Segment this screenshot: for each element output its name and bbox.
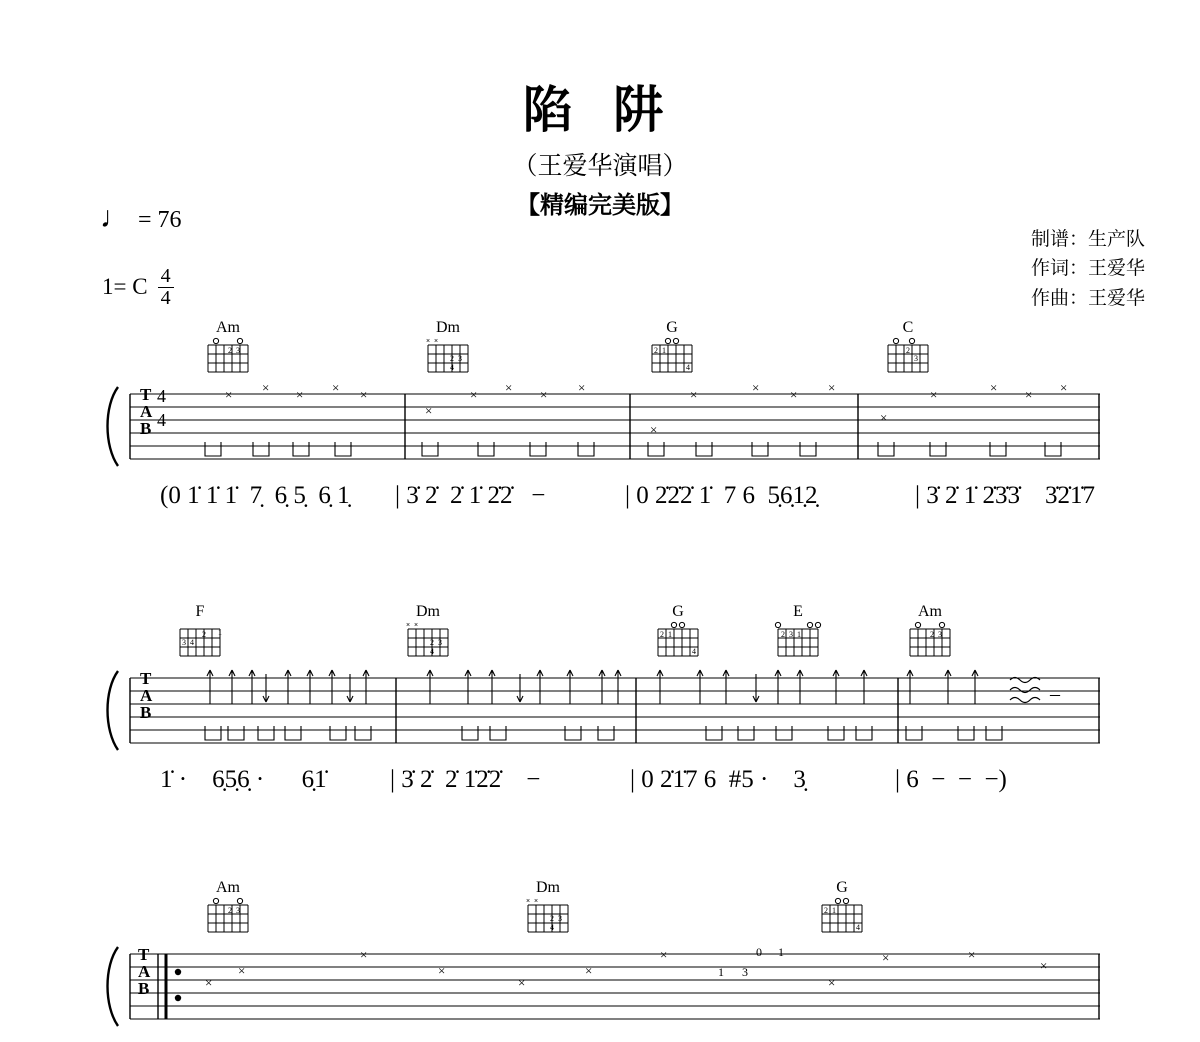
staff-system-1 — [0, 320, 1200, 552]
svg-text:3: 3 — [558, 914, 562, 923]
staff-system-2 — [0, 604, 1200, 836]
svg-text:2: 2 — [930, 630, 934, 639]
time-signature — [158, 266, 174, 309]
svg-text:3: 3 — [458, 354, 462, 363]
svg-text:×: × — [470, 387, 478, 402]
svg-text:×: × — [414, 622, 419, 629]
version-badge: 【精编完美版】 — [516, 193, 684, 219]
numeric-phrase: | 0 2̇1̇7 6 #5 · 3̣ — [630, 766, 806, 793]
svg-text:4: 4 — [450, 363, 454, 372]
chord-label: G — [836, 879, 848, 896]
svg-text:×: × — [880, 410, 888, 425]
svg-text:3: 3 — [938, 630, 942, 639]
svg-text:×: × — [790, 387, 798, 402]
chord-label: G — [672, 603, 684, 620]
svg-text:T: T — [140, 669, 152, 688]
svg-text:×: × — [505, 382, 513, 395]
credit-arranger: 制谱：生产队 — [1030, 229, 1145, 250]
svg-text:×: × — [828, 382, 836, 395]
chord-grid-icon — [422, 337, 474, 381]
svg-text:×: × — [360, 947, 368, 962]
tab-staff-svg — [0, 666, 1200, 766]
chord-diagram-g — [646, 604, 710, 665]
chord-grid-icon — [202, 897, 254, 941]
svg-text:×: × — [650, 422, 658, 437]
page-title: 陷 阱 — [522, 82, 678, 138]
tab-staff-2 — [0, 666, 1200, 766]
chord-grid-icon — [652, 621, 704, 665]
svg-text:1: 1 — [662, 346, 666, 355]
svg-text:×: × — [930, 387, 938, 402]
chord-label: Am — [216, 319, 240, 336]
svg-text:×: × — [752, 382, 760, 395]
numeric-notation-row-2 — [0, 766, 1200, 836]
svg-text:2: 2 — [654, 346, 658, 355]
chord-diagram-am — [196, 320, 260, 381]
numeric-phrase: | 3̇ 2̇ 2̇ 1̇ 2̇2̇ − — [395, 482, 546, 509]
svg-text:4: 4 — [686, 363, 690, 372]
chord-label: C — [902, 319, 914, 336]
svg-text:2: 2 — [202, 630, 206, 639]
svg-text:×: × — [438, 963, 446, 978]
svg-text:×: × — [262, 382, 270, 395]
svg-text:A: A — [138, 962, 151, 981]
tab-staff-svg — [0, 942, 1200, 1032]
svg-text:×: × — [332, 382, 340, 395]
chord-diagram-g — [810, 880, 874, 941]
svg-text:2: 2 — [228, 346, 232, 355]
chord-grid-icon — [646, 337, 698, 381]
chord-diagram-am — [898, 604, 962, 665]
chord-diagram-c — [876, 320, 940, 381]
svg-text:4: 4 — [157, 410, 166, 430]
svg-text:×: × — [434, 338, 439, 345]
chord-diagram-dm — [416, 320, 480, 381]
svg-text:0: 0 — [756, 945, 762, 959]
svg-text:×: × — [1040, 958, 1048, 973]
chord-label: G — [666, 319, 678, 336]
svg-text:×: × — [1060, 382, 1068, 395]
svg-text:2: 2 — [550, 914, 554, 923]
svg-text:B: B — [140, 703, 152, 722]
chord-label: F — [195, 603, 205, 620]
svg-text:×: × — [205, 975, 213, 990]
svg-text:A: A — [140, 402, 153, 421]
svg-text:–: – — [1050, 683, 1060, 705]
svg-text:T: T — [140, 385, 152, 404]
svg-text:B: B — [140, 419, 152, 438]
svg-text:4: 4 — [550, 923, 554, 932]
svg-text:×: × — [238, 963, 246, 978]
svg-text:×: × — [578, 382, 586, 395]
key-signature — [102, 265, 174, 308]
chord-label: Am — [918, 603, 942, 620]
svg-text:1: 1 — [718, 965, 724, 979]
numeric-notation-row-1 — [0, 482, 1200, 552]
chord-diagram-row-1 — [0, 320, 1200, 382]
svg-text:×: × — [968, 947, 976, 962]
svg-text:1: 1 — [832, 906, 836, 915]
svg-text:×: × — [526, 898, 531, 905]
svg-text:A: A — [140, 686, 153, 705]
chord-label: Am — [216, 879, 240, 896]
chord-diagram-g — [640, 320, 704, 381]
svg-text:×: × — [540, 387, 548, 402]
svg-text:2: 2 — [781, 630, 785, 639]
tab-staff-1 — [0, 382, 1200, 482]
svg-text:B: B — [138, 979, 150, 998]
tempo-value: = 76 — [138, 206, 182, 233]
svg-text:2: 2 — [906, 346, 910, 355]
svg-text:4: 4 — [430, 647, 434, 656]
chord-grid-icon — [772, 621, 824, 665]
credit-composer: 作曲：王爱华 — [1030, 287, 1145, 309]
chord-label: E — [793, 603, 803, 620]
quarter-note-icon: ♩ — [100, 201, 130, 234]
chord-label: Dm — [436, 319, 460, 336]
numeric-phrase: 1̇ · 6̣5̣6̣ · 6̣1̇ — [160, 766, 327, 793]
svg-text:×: × — [534, 898, 539, 905]
chord-grid-icon — [522, 897, 574, 941]
svg-text:1: 1 — [778, 945, 784, 959]
svg-text:×: × — [360, 387, 368, 402]
svg-text:T: T — [138, 945, 150, 964]
page-subtitle: （王爱华演唱） — [512, 153, 688, 180]
svg-text:1: 1 — [668, 630, 672, 639]
numeric-phrase: (0 1̇ 1̇ 1̇ 7̣ 6̣ 5̣ 6̣ 1̣ — [160, 482, 350, 509]
chord-grid-icon — [904, 621, 956, 665]
chord-diagram-f — [168, 604, 232, 665]
tempo-marking — [100, 201, 182, 235]
svg-text:2: 2 — [660, 630, 664, 639]
chord-label: Dm — [536, 879, 560, 896]
key-label: 1= C — [102, 273, 148, 299]
credits — [1031, 225, 1145, 313]
svg-text:3: 3 — [438, 638, 442, 647]
svg-text:3: 3 — [742, 965, 748, 979]
numeric-phrase: | 6 − − −) — [895, 766, 1007, 793]
svg-text:3: 3 — [236, 346, 240, 355]
svg-text:×: × — [828, 975, 836, 990]
credit-lyricist: 作词：王爱华 — [1030, 258, 1145, 280]
svg-text:4: 4 — [190, 638, 194, 647]
svg-text:×: × — [296, 387, 304, 402]
chord-grid-icon — [816, 897, 868, 941]
svg-text:×: × — [690, 387, 698, 402]
chord-diagram-am — [196, 880, 260, 941]
chord-label: Dm — [416, 603, 440, 620]
svg-text:×: × — [425, 403, 433, 418]
chord-diagram-row-2 — [0, 604, 1200, 666]
svg-text:4: 4 — [692, 647, 696, 656]
tab-staff-svg — [0, 382, 1200, 482]
svg-text:2: 2 — [228, 906, 232, 915]
svg-text:2: 2 — [430, 638, 434, 647]
svg-text:1: 1 — [218, 628, 222, 637]
svg-text:3: 3 — [914, 354, 918, 363]
time-signature-denominator: 4 — [160, 287, 171, 309]
svg-text:2: 2 — [450, 354, 454, 363]
chord-diagram-dm — [516, 880, 580, 941]
numeric-phrase: | 0 2̇2̇2̇ 1̇ 7 6 5̣6̣1̣2̣ — [625, 482, 818, 509]
chord-grid-icon — [882, 337, 934, 381]
chord-grid-icon — [174, 621, 226, 665]
svg-text:3: 3 — [182, 638, 186, 647]
svg-text:×: × — [990, 382, 998, 395]
svg-text:1: 1 — [797, 630, 801, 639]
tab-staff-3 — [0, 942, 1200, 1042]
chord-diagram-dm — [396, 604, 460, 665]
svg-text:3: 3 — [236, 906, 240, 915]
svg-text:3: 3 — [789, 630, 793, 639]
svg-text:×: × — [225, 387, 233, 402]
svg-text:2: 2 — [824, 906, 828, 915]
svg-text:4: 4 — [157, 386, 166, 406]
svg-text:4: 4 — [856, 923, 860, 932]
svg-text:×: × — [882, 950, 890, 965]
chord-diagram-e — [766, 604, 830, 665]
chord-grid-icon — [202, 337, 254, 381]
numeric-phrase: | 3̇ 2̇ 2̇ 1̇2̇2̇ − — [390, 766, 541, 793]
svg-text:×: × — [406, 622, 411, 629]
svg-text:×: × — [518, 975, 526, 990]
svg-text:×: × — [1025, 387, 1033, 402]
time-signature-numerator: 4 — [158, 266, 174, 288]
chord-grid-icon — [402, 621, 454, 665]
svg-text:×: × — [426, 338, 431, 345]
numeric-phrase: | 3̇ 2̇ 1̇ 2̇3̇3̇ 3̇2̇1̇7 — [915, 482, 1096, 509]
svg-text:×: × — [660, 947, 668, 962]
chord-diagram-row-3 — [0, 880, 1200, 942]
svg-text:×: × — [585, 963, 593, 978]
